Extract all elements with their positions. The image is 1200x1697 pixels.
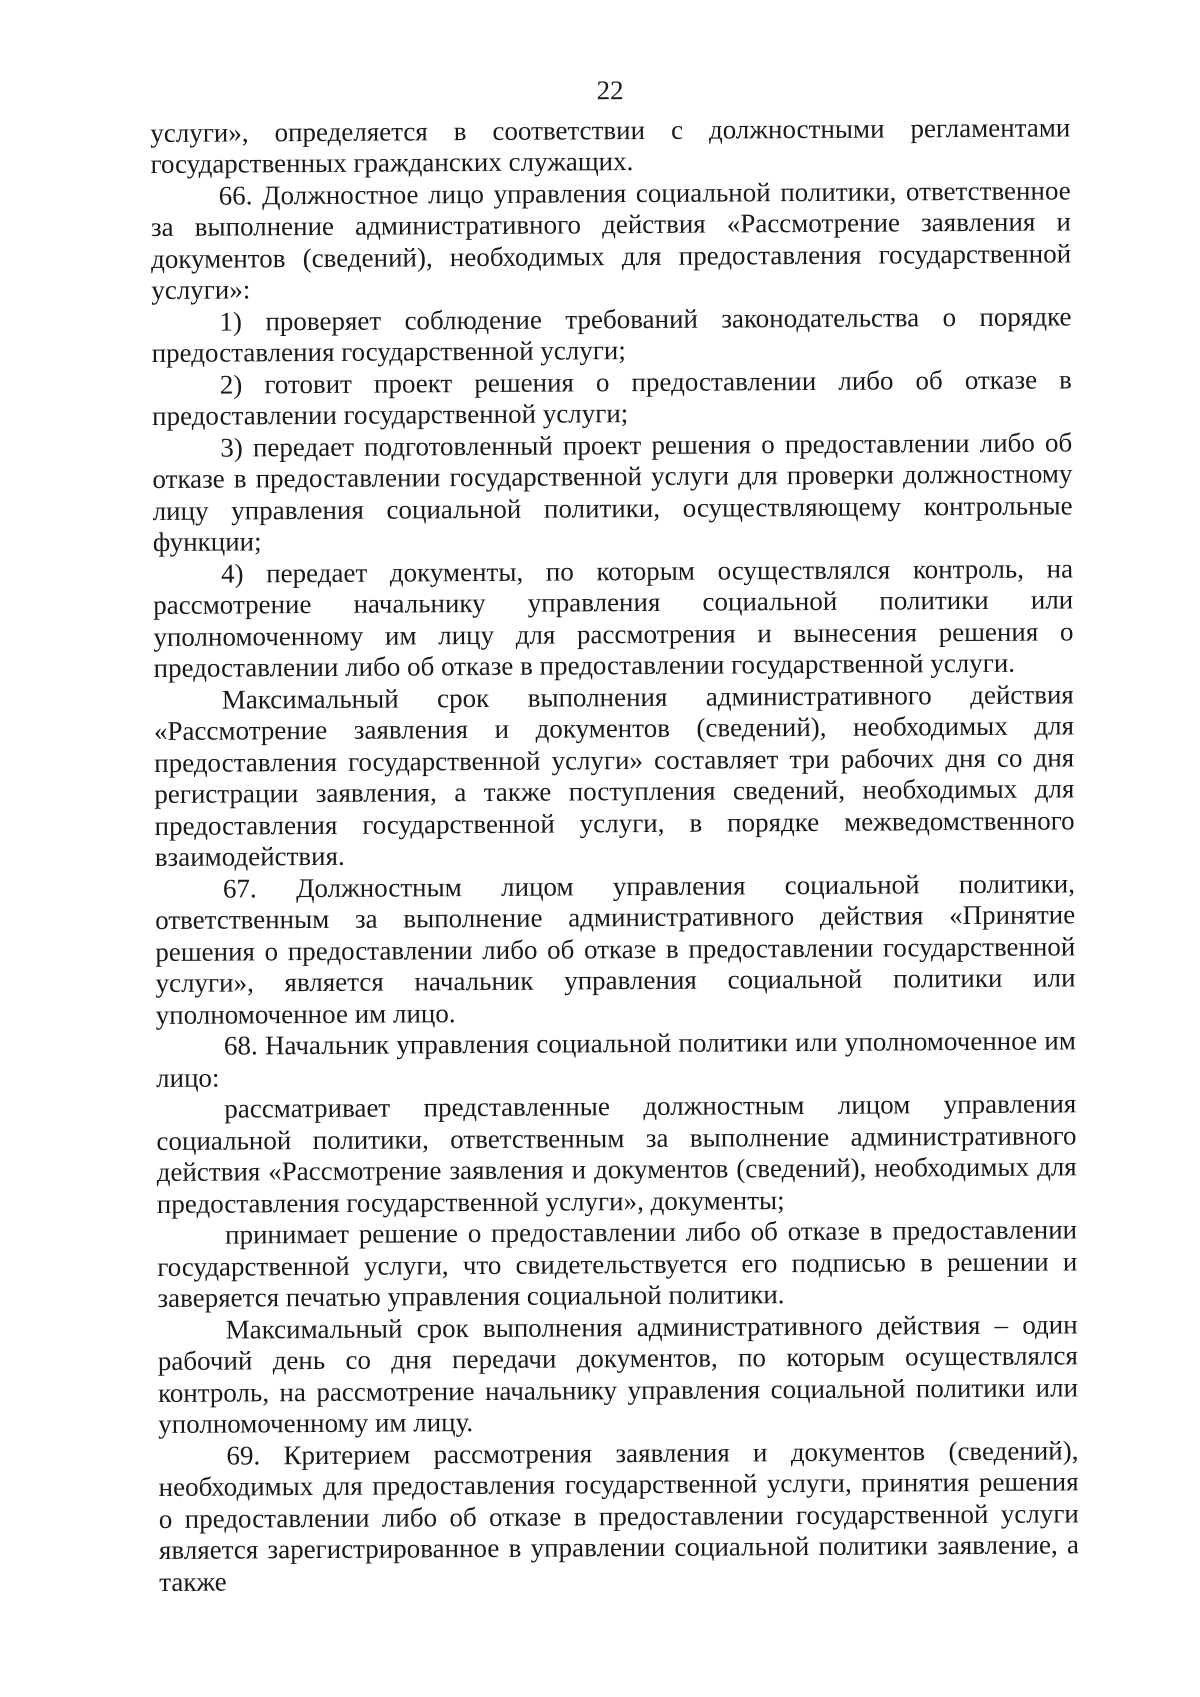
paragraph-66-item-1: 1) проверяет соблюдение требований законодательства о порядке предоставления государственной услуги; [151, 300, 1072, 368]
page-number: 22 [596, 75, 624, 106]
paragraph-68-reviews: рассматривает представленные должностным лицом управления социальной политики, ответственным за выполнение административного действия «Рассмотрение заявления и документов (сведений), необходимых для предоставления государственной услуги», документы; [156, 1088, 1077, 1219]
paragraph-67: 67. Должностным лицом управления социальной политики, ответственным за выполнение административного действия «Принятие решения о предоставлении либо об отказе в предоставлении государственной услуги», является начальник управления социальной политики или уполномоченное им лицо. [155, 867, 1076, 1030]
document-page [150, 72, 1079, 1598]
paragraph-68-max-term: Максимальный срок выполнения административного действия – один рабочий день со дня передачи документов, по которым осуществлялся контроль, на рассмотрение начальнику управления социальной политики или уполномоченному им лицу. [157, 1308, 1079, 1439]
paragraph-66: 66. Должностное лицо управления социальной политики, ответственное за выполнение административного действия «Рассмотрение заявления и документов (сведений), необходимых для предоставления государственной услуги»: [150, 174, 1072, 305]
paragraph-66-item-2: 2) готовит проект решения о предоставлении либо об отказе в предоставлении государственной услуги; [151, 363, 1072, 431]
paragraph-66-item-3: 3) передает подготовленный проект решения о предоставлении либо об отказе в предоставлении государственной услуги для проверки должностному лицу управления социальной политики, осуществляющему контрольные функции; [152, 426, 1073, 557]
paragraph-continuation: услуги», определяется в соответствии с должностными регламентами государственных гражданских служащих. [150, 111, 1071, 179]
paragraph-66-item-4: 4) передает документы, по которым осуществлялся контроль, на рассмотрение начальнику управления социальной политики или уполномоченному им лицу для рассмотрения и вынесения решения о предоставлении либо об отказе в предоставлении государственной услуги. [153, 552, 1074, 683]
paragraph-69: 69. Критерием рассмотрения заявления и документов (сведений), необходимых для предоставления государственной услуги, принятия решения о предоставлении либо об отказе в предоставлении государственной услуги является зарегистрированное в управлении социальной политики заявление, а также [158, 1434, 1080, 1597]
paragraph-68-decides: принимает решение о предоставлении либо об отказе в предоставлении государственной услуги, что свидетельствуется его подписью в решении и заверяется печатью управления социальной политики. [157, 1214, 1078, 1313]
paragraph-68: 68. Начальник управления социальной политики или уполномоченное им лицо: [156, 1025, 1076, 1093]
paragraph-66-max-term: Максимальный срок выполнения административного действия «Рассмотрение заявления и документов (сведений), необходимых для предоставления государственной услуги» составляет три рабочих дня со дня регистрации заявления, а также поступления сведений, необходимых для предоставления государственной услуги, в порядке межведомственного взаимодействия. [153, 678, 1075, 872]
